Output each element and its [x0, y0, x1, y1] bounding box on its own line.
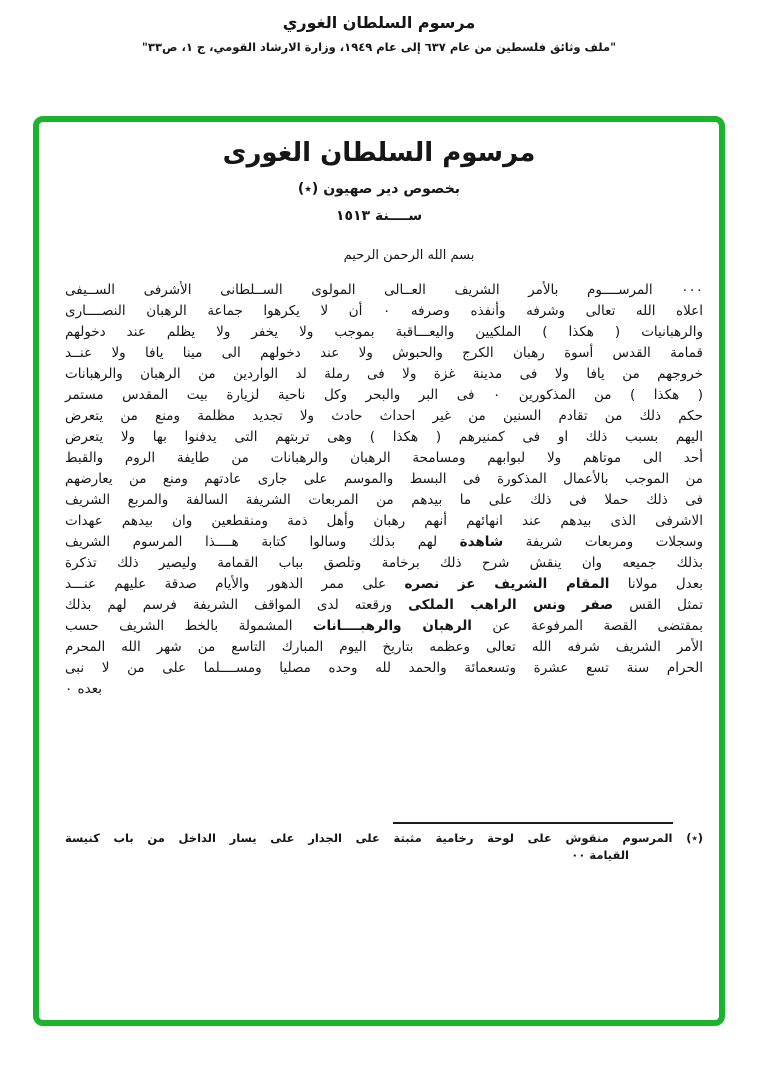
- header-title: مرسوم السلطان الغوري: [282, 13, 476, 32]
- body-line: [65, 679, 703, 700]
- body-segment: ( هكذا ) من المذكورين ٠ فى البر والبحر وكل ناحية لزيارة بيت المقدس مستمر: [65, 387, 703, 403]
- body-line: [65, 364, 703, 385]
- body-line: [65, 469, 703, 490]
- body-bold-segment: المقام الشريف عز نصره: [404, 576, 610, 592]
- body-segment: اليهم بسبب ذلك او فى كمنيرهم ( هكذا ) وهى تربتهم التى يدفنوا بها ولا يتعرض: [65, 429, 703, 445]
- basmala-line: بسم الله الرحمن الرحيم: [343, 248, 475, 263]
- body-line: [65, 658, 703, 679]
- body-bold-segment: شاهدة: [459, 534, 504, 550]
- footnote-text-line2: القيامة ٠٠: [571, 848, 629, 862]
- body-segment: بذلك جميعه وان ينقش شرح ذلك برخامة وتلصق بباب القمامة وليصير ذلك تذكرة: [65, 555, 703, 571]
- body-line: [65, 322, 703, 343]
- body-segment: تمثل القس: [613, 597, 703, 613]
- page-header: [0, 0, 758, 54]
- body-line: [65, 406, 703, 427]
- body-line: [65, 490, 703, 511]
- body-segment: ٠٠٠ المرســــوم بالأمر الشريف العــالى المولوى الســلطانى الأشرفى الســيفى: [65, 282, 703, 298]
- body-segment: ورقعته لدى المواقف الشريفة فرسم لهم بذلك: [65, 597, 409, 613]
- body-segment: على ممر الدهور والأيام صدقة عليهم عنـــد: [65, 576, 405, 592]
- body-segment: حكم ذلك من تقادم السنين من غير احداث حادث ولا تجديد مظلمة ومنع من يتعرض: [65, 408, 703, 424]
- body-line: [65, 343, 703, 364]
- body-line: [65, 616, 703, 637]
- footnote-separator-rule: [393, 822, 673, 824]
- body-line: [65, 280, 703, 301]
- body-segment: قمامة القدس أسوة رهبان الكرج والحبوش ولا عند دخولهم الى مينا يافا ولا عنــد: [65, 345, 703, 361]
- body-line: [65, 595, 703, 616]
- body-segment: من الموجب بالأعمال المذكورة فى البسط والموسم على جارى عادتهم ومنع من يعارضهم: [65, 471, 703, 487]
- decree-body-text: [39, 280, 719, 700]
- body-segment: أحد الى موتاهم ولا لبوابهم ومسامحة الرهبان والرهبانات من طايفة الروم والقبط: [65, 450, 703, 466]
- decree-subtitle: بخصوص دير صهيون (٭): [297, 181, 461, 197]
- header-source-citation: "ملف وثائق فلسطين من عام ٦٣٧ إلى عام ١٩٤٩، وزارة الارشاد القومي، ج ١، ص٣٣": [141, 40, 617, 54]
- body-segment: اعلاه الله تعالى وشرفه وأنفذه وصرفه ٠ أن لا يكرهوا جماعة الرهبان النصــــارى: [65, 303, 703, 319]
- body-segment: بعدل مولانا: [609, 576, 703, 592]
- body-line: [65, 532, 703, 553]
- body-line: [65, 448, 703, 469]
- body-line: [65, 637, 703, 658]
- body-segment: الاشرفى الذى بيدهم عند انهائهم أنهم رهبان وأهل ذمة ومنقطعين وان بيدهم عهدات: [65, 513, 703, 529]
- body-line: [65, 511, 703, 532]
- body-segment: بمقتضى القصة المرفوعة عن: [471, 618, 703, 634]
- body-segment: الحرام سنة تسع عشرة وتسعمائة والحمد لله وحده مصليا ومســــلما على من لا نبى: [65, 660, 703, 676]
- body-segment: الأمر الشريف شرفه الله تعالى وعظمه بتاريخ اليوم المبارك التاسع من شهر الله المحرم: [65, 639, 703, 655]
- body-line: [65, 553, 703, 574]
- body-bold-segment: صفر ونس الراهب الملكى: [408, 597, 614, 613]
- body-segment: بعده ٠: [65, 681, 102, 697]
- decree-year: ســــنة ١٥١٣: [335, 208, 423, 224]
- body-line: [65, 301, 703, 322]
- body-segment: وسجلات ومربعات شريفة: [503, 534, 703, 550]
- body-line: [65, 427, 703, 448]
- body-line: [65, 385, 703, 406]
- body-segment: المشمولة بالخط الشريف حسب: [65, 618, 313, 634]
- body-segment: فى ذلك حملا فى ذلك على ما بيدهم من المربعات الشريفة السالفة والمربع الشريف: [65, 492, 703, 508]
- decree-title: مرسوم السلطان الغورى: [222, 138, 536, 168]
- body-bold-segment: الرهبان والرهبــــانات: [312, 618, 472, 634]
- body-line: [65, 574, 703, 595]
- body-segment: لهم بذلك وسالوا كتابة هــــذا المرسوم الشريف: [65, 534, 460, 550]
- footnote-text-line1: (٭) المرسوم منقوش على لوحة رخامية مثبتة على الجدار على يسار الداخل من باب كنيسة: [65, 831, 703, 845]
- body-segment: خروجهم من يافا ولا فى مدينة غزة ولا فى رملة لد الواردين من الرهبان والرهبانات: [65, 366, 703, 382]
- footnote-section: [65, 822, 703, 864]
- green-border-box: [33, 116, 725, 1026]
- body-segment: والرهبانيات ( هكذا ) الملكيين واليعـــاقبة بموجب ولا يخفر ولا يظلم عند دخولهم: [65, 324, 703, 340]
